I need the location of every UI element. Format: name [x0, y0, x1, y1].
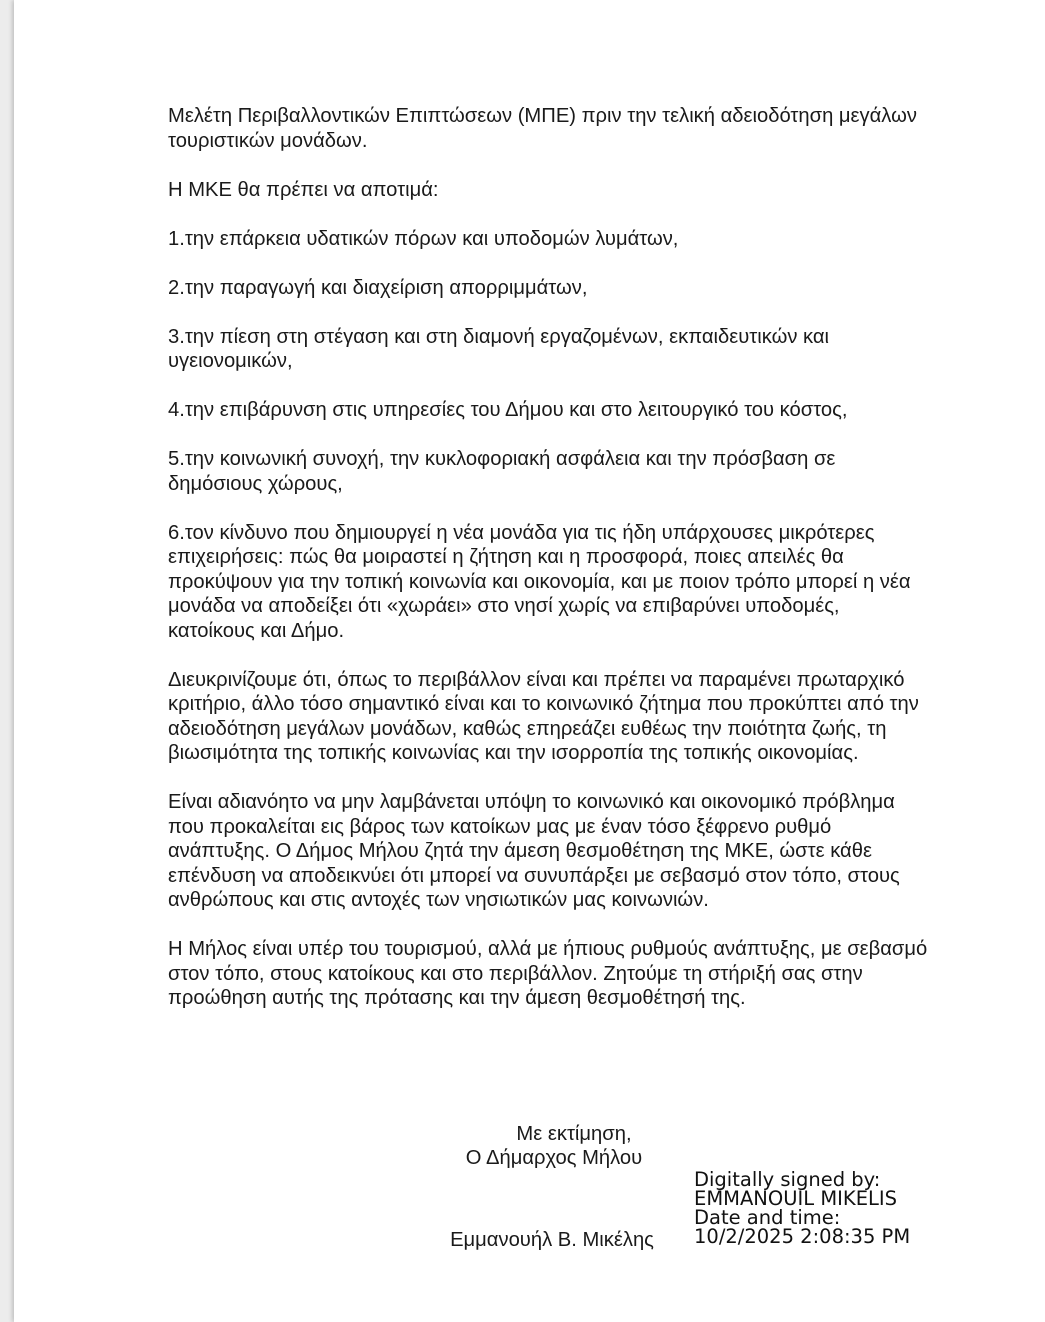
- paragraph-conclusion: Η Μήλος είναι υπέρ του τουρισμού, αλλά με ήπιους ρυθμούς ανάπτυξης, με σεβασμό στον τόπο, στους κατοίκους και στο περιβάλλον. Ζητούμε τη στήριξή σας στην προώθηση αυτής της πρότασης και την άμεση θεσμοθέτησή της.: [168, 938, 928, 1009]
- paragraph-intro: Μελέτη Περιβαλλοντικών Επιπτώσεων (ΜΠΕ) πριν την τελική αδειοδότηση μεγάλων τουριστικών μονάδων.: [168, 105, 917, 152]
- signatory-name: Εμμανουήλ Β. Μικέλης: [450, 1229, 654, 1251]
- list-item-5: 5.την κοινωνική συνοχή, την κυκλοφοριακή ασφάλεια και την πρόσβαση σε δημόσιους χώρους,: [168, 448, 836, 495]
- signature-line-3: Date and time:: [694, 1206, 841, 1229]
- digital-signature-stamp: [694, 1170, 910, 1246]
- closing-regards: Με εκτίμηση,: [516, 1123, 632, 1145]
- list-item-1: 1.την επάρκεια υδατικών πόρων και υποδομών λυμάτων,: [168, 227, 679, 250]
- list-item-2: 2.την παραγωγή και διαχείριση απορριμμάτων,: [168, 276, 588, 299]
- paragraph-clarification: Διευκρινίζουμε ότι, όπως το περιβάλλον είναι και πρέπει να παραμένει πρωταρχικό κριτήριο, άλλο τόσο σημαντικό είναι και το κοινωνικό ζήτημα που προκύπτει από την αδειοδότηση μεγάλων μονάδων, καθώς επηρεάζει ευθέως την ποιότητα ζωής, τη βιωσιμότητα της τοπικής κοινωνίας και την ισορροπία της τοπικής οικονομίας.: [168, 668, 919, 764]
- signature-line-1: Digitally signed by:: [694, 1168, 881, 1191]
- signature-signer: EMMANOUIL MIKELIS: [694, 1187, 898, 1210]
- list-item-6: 6.τον κίνδυνο που δημιουργεί η νέα μονάδα για τις ήδη υπάρχουσες μικρότερες επιχειρήσεις: πώς θα μοιραστεί η ζήτηση και η προσφορά, ποιες απειλές θα προκύψουν για την τοπική κοινωνία και οικονομία, και με ποιον τρόπο μπορεί η νέα μονάδα να αποδείξει ότι «χωράει» στο νησί χωρίς να επιβαρύνει υποδομές, κατοίκους και Δήμο.: [168, 521, 911, 642]
- signatory-title: Ο Δήμαρχος Μήλου: [465, 1147, 643, 1169]
- signature-datetime: 10/2/2025 2:08:35 PM: [694, 1225, 911, 1248]
- document-page: [14, 0, 1045, 1322]
- letter-body: [168, 104, 928, 1011]
- paragraph-problem: Είναι αδιανόητο να μην λαμβάνεται υπόψη το κοινωνικό και οικονομικό πρόβλημα που προκαλείται εις βάρος των κατοίκων μας με έναν τόσο ξέφρενο ρυθμό ανάπτυξης. Ο Δήμος Μήλου ζητά την άμεση θεσμοθέτηση της ΜΚΕ, ώστε κάθε επένδυση να αποδεικνύει ότι μπορεί να συνυπάρξει με σεβασμό στον τόπο, στους ανθρώπους και στις αντοχές των νησιωτικών μας κοινωνιών.: [168, 791, 900, 911]
- paragraph-assess: Η ΜΚΕ θα πρέπει να αποτιμά:: [168, 178, 439, 201]
- list-item-4: 4.την επιβάρυνση στις υπηρεσίες του Δήμου και στο λειτουργικό του κόστος,: [168, 399, 848, 421]
- list-item-3: 3.την πίεση στη στέγαση και στη διαμονή εργαζομένων, εκπαιδευτικών και υγειονομικών,: [168, 325, 830, 372]
